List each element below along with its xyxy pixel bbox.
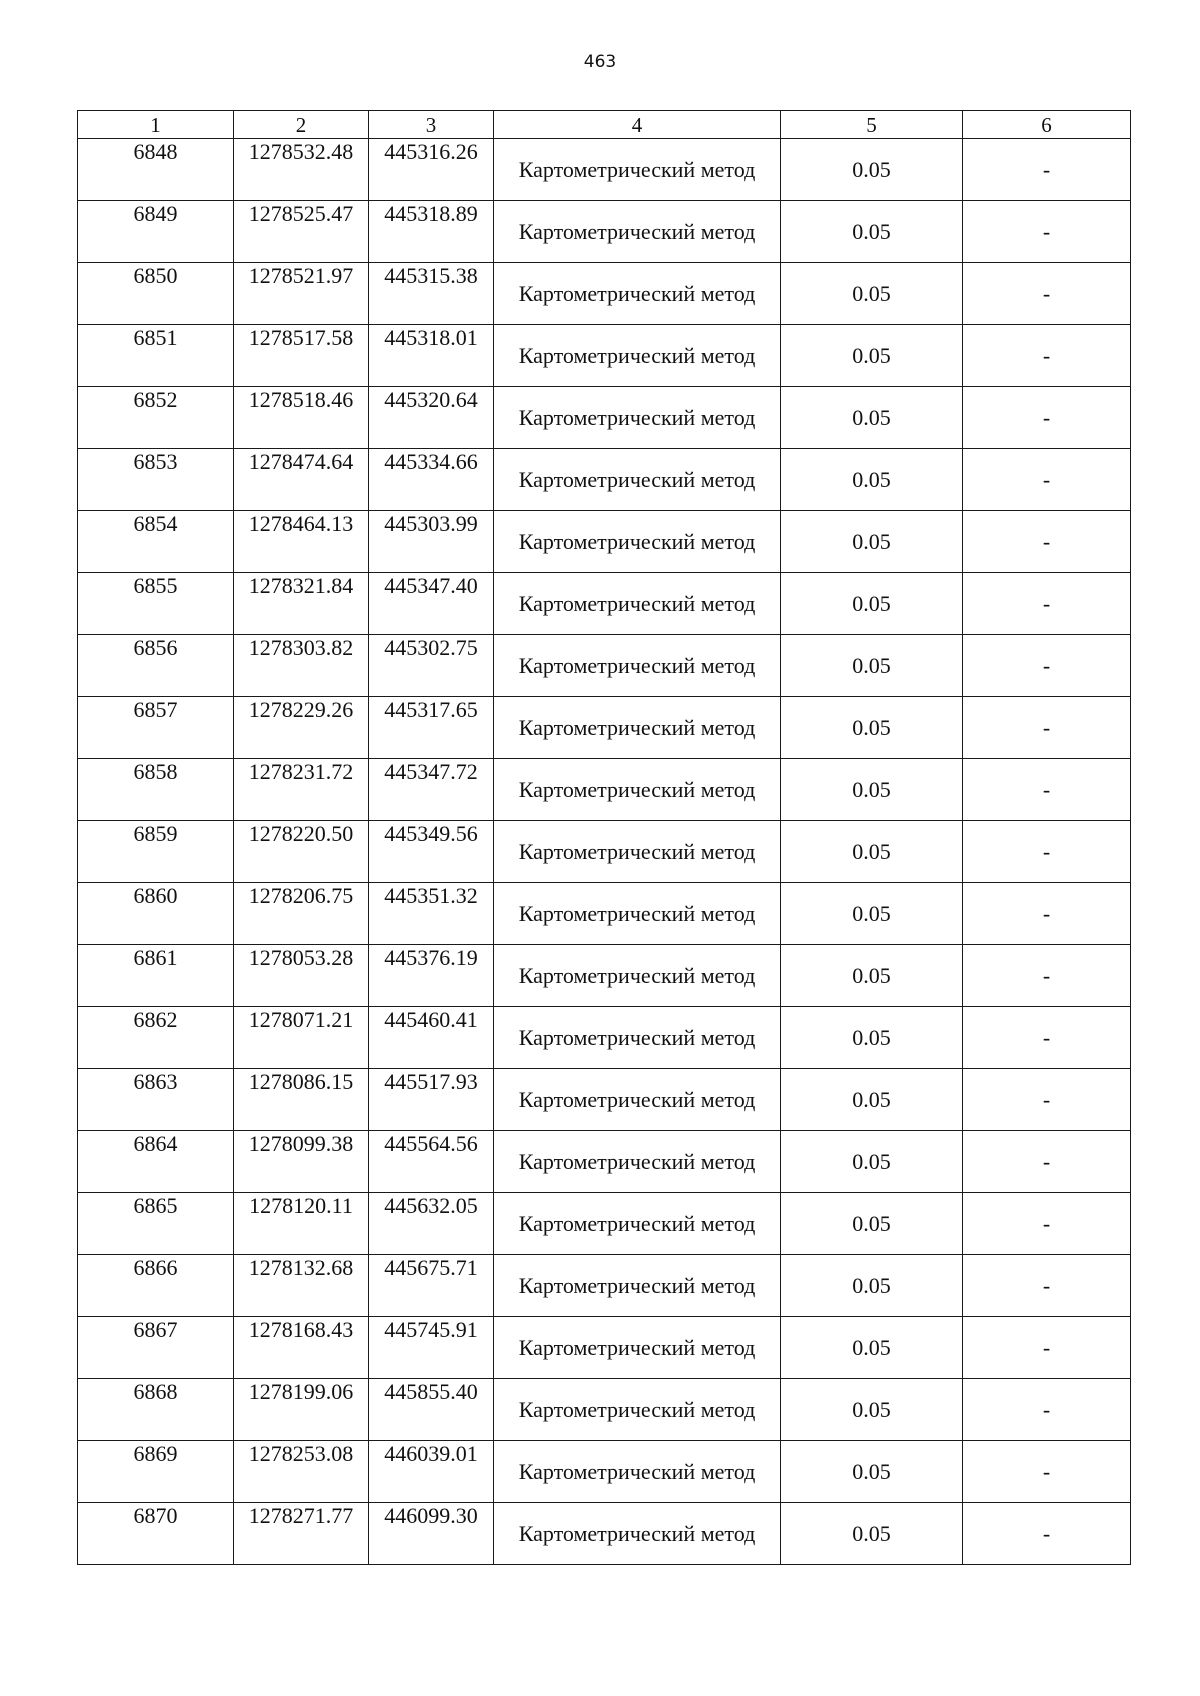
point-number-cell: 6869 xyxy=(78,1441,234,1503)
point-number-cell: 6865 xyxy=(78,1193,234,1255)
x-coordinate-cell: 1278474.64 xyxy=(234,449,369,511)
y-coordinate-cell: 445376.19 xyxy=(369,945,494,1007)
note-cell: - xyxy=(963,449,1131,511)
table-row xyxy=(78,1069,1131,1131)
y-coordinate-cell: 445632.05 xyxy=(369,1193,494,1255)
y-coordinate-cell: 445347.72 xyxy=(369,759,494,821)
y-coordinate-cell: 445517.93 xyxy=(369,1069,494,1131)
table-row xyxy=(78,201,1131,263)
error-cell: 0.05 xyxy=(781,1193,963,1255)
note-cell: - xyxy=(963,1255,1131,1317)
note-cell: - xyxy=(963,387,1131,449)
table-row xyxy=(78,263,1131,325)
method-cell: Картометрический метод xyxy=(494,883,781,945)
method-cell: Картометрический метод xyxy=(494,697,781,759)
x-coordinate-cell: 1278271.77 xyxy=(234,1503,369,1565)
y-coordinate-cell: 445334.66 xyxy=(369,449,494,511)
point-number-cell: 6848 xyxy=(78,139,234,201)
x-coordinate-cell: 1278220.50 xyxy=(234,821,369,883)
table-row xyxy=(78,883,1131,945)
method-cell: Картометрический метод xyxy=(494,139,781,201)
error-cell: 0.05 xyxy=(781,1069,963,1131)
x-coordinate-cell: 1278321.84 xyxy=(234,573,369,635)
method-cell: Картометрический метод xyxy=(494,821,781,883)
error-cell: 0.05 xyxy=(781,945,963,1007)
error-cell: 0.05 xyxy=(781,449,963,511)
error-cell: 0.05 xyxy=(781,821,963,883)
x-coordinate-cell: 1278071.21 xyxy=(234,1007,369,1069)
point-number-cell: 6853 xyxy=(78,449,234,511)
table-row xyxy=(78,697,1131,759)
note-cell: - xyxy=(963,573,1131,635)
method-cell: Картометрический метод xyxy=(494,759,781,821)
point-number-cell: 6868 xyxy=(78,1379,234,1441)
error-cell: 0.05 xyxy=(781,1007,963,1069)
note-cell: - xyxy=(963,1193,1131,1255)
point-number-cell: 6860 xyxy=(78,883,234,945)
method-cell: Картометрический метод xyxy=(494,387,781,449)
point-number-cell: 6858 xyxy=(78,759,234,821)
method-cell: Картометрический метод xyxy=(494,1317,781,1379)
note-cell: - xyxy=(963,1379,1131,1441)
method-cell: Картометрический метод xyxy=(494,1131,781,1193)
y-coordinate-cell: 445316.26 xyxy=(369,139,494,201)
point-number-cell: 6849 xyxy=(78,201,234,263)
table-row xyxy=(78,821,1131,883)
x-coordinate-cell: 1278053.28 xyxy=(234,945,369,1007)
y-coordinate-cell: 445347.40 xyxy=(369,573,494,635)
error-cell: 0.05 xyxy=(781,1255,963,1317)
y-coordinate-cell: 445303.99 xyxy=(369,511,494,573)
y-coordinate-cell: 446039.01 xyxy=(369,1441,494,1503)
y-coordinate-cell: 445675.71 xyxy=(369,1255,494,1317)
column-header-6: 6 xyxy=(963,111,1131,139)
note-cell: - xyxy=(963,883,1131,945)
column-header-5: 5 xyxy=(781,111,963,139)
error-cell: 0.05 xyxy=(781,1317,963,1379)
table-row xyxy=(78,1503,1131,1565)
method-cell: Картометрический метод xyxy=(494,325,781,387)
note-cell: - xyxy=(963,325,1131,387)
note-cell: - xyxy=(963,697,1131,759)
point-number-cell: 6856 xyxy=(78,635,234,697)
note-cell: - xyxy=(963,263,1131,325)
table-row xyxy=(78,139,1131,201)
y-coordinate-cell: 445855.40 xyxy=(369,1379,494,1441)
note-cell: - xyxy=(963,511,1131,573)
point-number-cell: 6857 xyxy=(78,697,234,759)
table-row xyxy=(78,759,1131,821)
column-header-2: 2 xyxy=(234,111,369,139)
note-cell: - xyxy=(963,635,1131,697)
method-cell: Картометрический метод xyxy=(494,1069,781,1131)
y-coordinate-cell: 445745.91 xyxy=(369,1317,494,1379)
point-number-cell: 6852 xyxy=(78,387,234,449)
error-cell: 0.05 xyxy=(781,1503,963,1565)
error-cell: 0.05 xyxy=(781,635,963,697)
point-number-cell: 6862 xyxy=(78,1007,234,1069)
y-coordinate-cell: 445317.65 xyxy=(369,697,494,759)
table-row xyxy=(78,1131,1131,1193)
x-coordinate-cell: 1278525.47 xyxy=(234,201,369,263)
page-number: 463 xyxy=(583,52,617,72)
x-coordinate-cell: 1278517.58 xyxy=(234,325,369,387)
note-cell: - xyxy=(963,1069,1131,1131)
column-header-4: 4 xyxy=(494,111,781,139)
table-row xyxy=(78,511,1131,573)
method-cell: Картометрический метод xyxy=(494,201,781,263)
error-cell: 0.05 xyxy=(781,263,963,325)
point-number-cell: 6867 xyxy=(78,1317,234,1379)
error-cell: 0.05 xyxy=(781,573,963,635)
table-row xyxy=(78,635,1131,697)
table-body xyxy=(78,139,1131,1565)
method-cell: Картометрический метод xyxy=(494,573,781,635)
x-coordinate-cell: 1278168.43 xyxy=(234,1317,369,1379)
method-cell: Картометрический метод xyxy=(494,1255,781,1317)
method-cell: Картометрический метод xyxy=(494,1441,781,1503)
point-number-cell: 6850 xyxy=(78,263,234,325)
error-cell: 0.05 xyxy=(781,759,963,821)
method-cell: Картометрический метод xyxy=(494,1379,781,1441)
y-coordinate-cell: 445564.56 xyxy=(369,1131,494,1193)
y-coordinate-cell: 446099.30 xyxy=(369,1503,494,1565)
table-row xyxy=(78,945,1131,1007)
x-coordinate-cell: 1278086.15 xyxy=(234,1069,369,1131)
note-cell: - xyxy=(963,821,1131,883)
x-coordinate-cell: 1278303.82 xyxy=(234,635,369,697)
table-row xyxy=(78,325,1131,387)
error-cell: 0.05 xyxy=(781,883,963,945)
note-cell: - xyxy=(963,1317,1131,1379)
note-cell: - xyxy=(963,1441,1131,1503)
method-cell: Картометрический метод xyxy=(494,945,781,1007)
y-coordinate-cell: 445460.41 xyxy=(369,1007,494,1069)
error-cell: 0.05 xyxy=(781,325,963,387)
point-number-cell: 6863 xyxy=(78,1069,234,1131)
method-cell: Картометрический метод xyxy=(494,263,781,325)
table-row xyxy=(78,1255,1131,1317)
x-coordinate-cell: 1278532.48 xyxy=(234,139,369,201)
x-coordinate-cell: 1278231.72 xyxy=(234,759,369,821)
error-cell: 0.05 xyxy=(781,697,963,759)
point-number-cell: 6855 xyxy=(78,573,234,635)
y-coordinate-cell: 445349.56 xyxy=(369,821,494,883)
x-coordinate-cell: 1278464.13 xyxy=(234,511,369,573)
column-header-1: 1 xyxy=(78,111,234,139)
method-cell: Картометрический метод xyxy=(494,1007,781,1069)
y-coordinate-cell: 445302.75 xyxy=(369,635,494,697)
point-number-cell: 6866 xyxy=(78,1255,234,1317)
note-cell: - xyxy=(963,1503,1131,1565)
error-cell: 0.05 xyxy=(781,1131,963,1193)
table-row xyxy=(78,1007,1131,1069)
error-cell: 0.05 xyxy=(781,201,963,263)
x-coordinate-cell: 1278199.06 xyxy=(234,1379,369,1441)
method-cell: Картометрический метод xyxy=(494,511,781,573)
table-row xyxy=(78,1317,1131,1379)
note-cell: - xyxy=(963,1131,1131,1193)
note-cell: - xyxy=(963,1007,1131,1069)
error-cell: 0.05 xyxy=(781,387,963,449)
note-cell: - xyxy=(963,139,1131,201)
error-cell: 0.05 xyxy=(781,1379,963,1441)
method-cell: Картометрический метод xyxy=(494,449,781,511)
coordinates-table xyxy=(77,110,1131,1565)
table-header-row xyxy=(78,111,1131,139)
x-coordinate-cell: 1278099.38 xyxy=(234,1131,369,1193)
x-coordinate-cell: 1278521.97 xyxy=(234,263,369,325)
table-row xyxy=(78,387,1131,449)
y-coordinate-cell: 445351.32 xyxy=(369,883,494,945)
point-number-cell: 6864 xyxy=(78,1131,234,1193)
point-number-cell: 6870 xyxy=(78,1503,234,1565)
error-cell: 0.05 xyxy=(781,1441,963,1503)
y-coordinate-cell: 445318.01 xyxy=(369,325,494,387)
x-coordinate-cell: 1278132.68 xyxy=(234,1255,369,1317)
method-cell: Картометрический метод xyxy=(494,635,781,697)
x-coordinate-cell: 1278518.46 xyxy=(234,387,369,449)
note-cell: - xyxy=(963,759,1131,821)
note-cell: - xyxy=(963,201,1131,263)
x-coordinate-cell: 1278253.08 xyxy=(234,1441,369,1503)
error-cell: 0.05 xyxy=(781,511,963,573)
y-coordinate-cell: 445320.64 xyxy=(369,387,494,449)
point-number-cell: 6851 xyxy=(78,325,234,387)
table-row xyxy=(78,1441,1131,1503)
table-row xyxy=(78,573,1131,635)
method-cell: Картометрический метод xyxy=(494,1193,781,1255)
point-number-cell: 6861 xyxy=(78,945,234,1007)
y-coordinate-cell: 445318.89 xyxy=(369,201,494,263)
method-cell: Картометрический метод xyxy=(494,1503,781,1565)
point-number-cell: 6859 xyxy=(78,821,234,883)
x-coordinate-cell: 1278206.75 xyxy=(234,883,369,945)
table-row xyxy=(78,449,1131,511)
table-row xyxy=(78,1379,1131,1441)
y-coordinate-cell: 445315.38 xyxy=(369,263,494,325)
x-coordinate-cell: 1278120.11 xyxy=(234,1193,369,1255)
point-number-cell: 6854 xyxy=(78,511,234,573)
x-coordinate-cell: 1278229.26 xyxy=(234,697,369,759)
note-cell: - xyxy=(963,945,1131,1007)
column-header-3: 3 xyxy=(369,111,494,139)
table-row xyxy=(78,1193,1131,1255)
error-cell: 0.05 xyxy=(781,139,963,201)
